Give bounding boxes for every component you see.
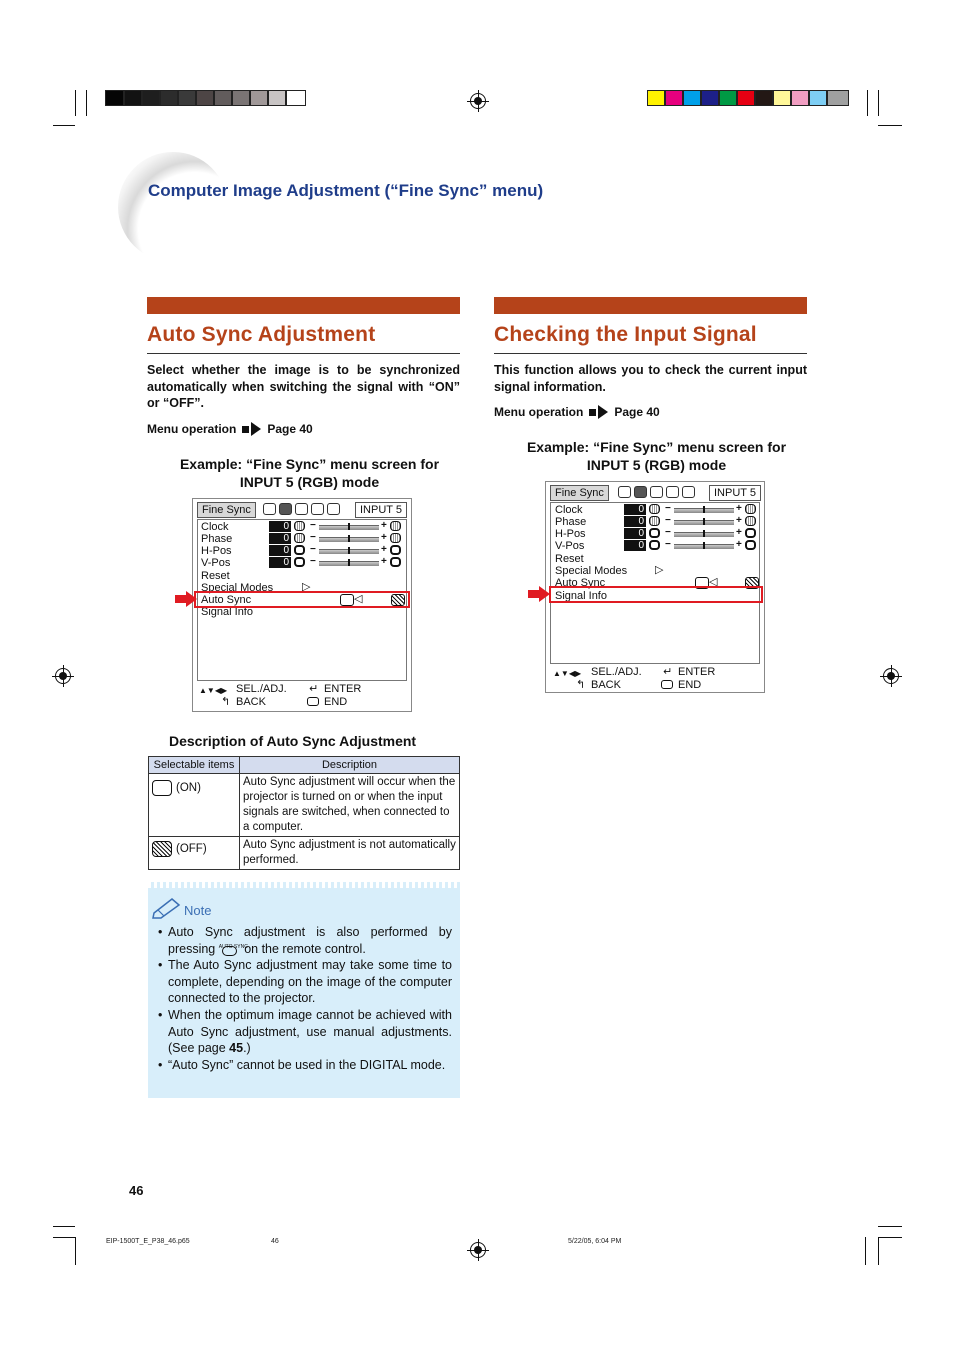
footer-end: END <box>678 679 702 691</box>
note-item: • The Auto Sync adjustment may take some time to complete, depending on the image of the computer connected to the projector. <box>158 957 452 1007</box>
fine-sync-menu-icon <box>634 486 647 498</box>
item-cell <box>149 774 240 837</box>
vpos-level-icon <box>390 557 401 567</box>
value-clock: 0 <box>624 504 646 515</box>
value-hpos: 0 <box>269 545 291 556</box>
example-caption: Example: “Fine Sync” menu screen for INPUT 5 (RGB) mode <box>179 456 440 490</box>
pointer-arrow-icon <box>175 591 197 607</box>
footer-back: BACK <box>591 679 621 691</box>
crop-mark <box>878 1237 902 1238</box>
row-signal-info: Signal Info <box>555 590 607 602</box>
crop-mark <box>878 125 902 126</box>
hpos-adjust-icon <box>294 545 305 555</box>
highlight-signal-info <box>549 586 763 603</box>
row-phase: Phase <box>201 533 233 545</box>
slider-thumb <box>703 530 705 537</box>
screen-tab-fine-sync: Fine Sync <box>550 485 609 501</box>
row-auto-sync: Auto Sync <box>555 577 606 589</box>
status-menu-icon <box>682 486 695 498</box>
row-vpos: V-Pos <box>555 540 585 552</box>
submenu-arrow-icon: ▷ <box>302 581 311 593</box>
row-phase: Phase <box>555 516 587 528</box>
slider-thumb <box>348 547 350 554</box>
plus-icon: + <box>736 539 742 550</box>
footer-sel: SEL./ADJ. <box>236 683 287 695</box>
footer-page: 46 <box>271 1238 279 1245</box>
item-off: (OFF) <box>176 843 207 856</box>
item-on: (ON) <box>176 782 201 795</box>
slider-thumb <box>348 523 350 530</box>
crop-mark <box>75 90 76 116</box>
vpos-adjust-icon <box>649 540 660 550</box>
note-edge-decoration <box>148 882 460 888</box>
registration-mark-icon <box>883 668 899 684</box>
page-number: 46 <box>129 1183 144 1198</box>
row-hpos: H-Pos <box>201 545 232 557</box>
pencil-icon <box>152 897 182 919</box>
phase-level-icon <box>390 533 401 543</box>
menu-operation-page: Page 40 <box>267 422 313 436</box>
row-vpos: V-Pos <box>201 557 231 569</box>
crop-mark <box>878 1226 902 1227</box>
minus-icon: − <box>310 544 316 555</box>
footer-end: END <box>324 696 348 708</box>
back-icon: ↰ <box>221 696 231 708</box>
footer-enter: ENTER <box>678 666 716 678</box>
screen-input-label: INPUT 5 <box>709 485 761 501</box>
menu-operation-label: Menu operation <box>494 405 584 419</box>
slider-thumb <box>703 506 705 513</box>
enter-icon: ↵ <box>309 683 319 695</box>
menu-operation-label: Menu operation <box>147 422 237 436</box>
picture-menu-icon <box>263 503 276 515</box>
section-intro: Select whether the image is to be synchronized automatically when switching the signal with “ON” or “OFF”. <box>147 363 460 410</box>
table-row <box>149 837 460 870</box>
registration-mark-icon <box>470 1242 486 1258</box>
clock-level-icon <box>745 504 756 514</box>
hpos-adjust-icon <box>649 528 660 538</box>
slider-thumb <box>703 542 705 549</box>
left-arrow-icon: ◁ <box>354 593 363 605</box>
row-clock: Clock <box>201 521 229 533</box>
description-table <box>148 756 460 870</box>
footer-sel: SEL./ADJ. <box>591 666 642 678</box>
crop-mark <box>867 90 868 116</box>
clock-level-icon <box>390 521 401 531</box>
note-list <box>158 924 452 1073</box>
registration-mark-icon <box>470 93 486 109</box>
value-clock: 0 <box>269 521 291 532</box>
description-title: Description of Auto Sync Adjustment <box>169 733 417 749</box>
row-reset: Reset <box>201 570 230 582</box>
hpos-level-icon <box>390 545 401 555</box>
desc-cell: Auto Sync adjustment is not automatically performed. <box>240 837 460 870</box>
section-title-input-signal: Checking the Input Signal <box>494 323 757 346</box>
plus-icon: + <box>381 532 387 543</box>
vpos-level-icon <box>745 540 756 550</box>
footer-date: 5/22/05, 6:04 PM <box>568 1238 622 1245</box>
plus-icon: + <box>381 556 387 567</box>
pointer-arrow-icon <box>528 586 550 602</box>
phase-adjust-icon <box>649 516 660 526</box>
hpos-level-icon <box>745 528 756 538</box>
arrow-right-icon <box>589 405 608 419</box>
header-arc-decoration <box>118 152 228 262</box>
crop-mark <box>75 1237 76 1265</box>
footer-enter: ENTER <box>324 683 362 695</box>
example-caption: Example: “Fine Sync” menu screen for INPUT 5 (RGB) mode <box>526 439 787 473</box>
note-title: Note <box>184 903 212 918</box>
screen-tab-fine-sync: Fine Sync <box>197 502 256 518</box>
row-reset: Reset <box>555 553 584 565</box>
vpos-adjust-icon <box>294 557 305 567</box>
value-phase: 0 <box>624 516 646 527</box>
slider-thumb <box>348 535 350 542</box>
menu-operation-page: Page 40 <box>614 405 660 419</box>
row-auto-sync: Auto Sync <box>201 594 252 606</box>
value-vpos: 0 <box>624 540 646 551</box>
autosync-button-icon: AUTO SYNC <box>219 942 241 957</box>
crop-mark <box>86 90 87 116</box>
row-hpos: H-Pos <box>555 528 586 540</box>
crop-mark <box>53 125 75 126</box>
value-hpos: 0 <box>624 528 646 539</box>
crop-mark <box>878 1237 879 1265</box>
crop-mark <box>878 90 879 116</box>
minus-icon: − <box>310 532 316 543</box>
end-icon <box>661 680 673 689</box>
autosync-off-icon <box>152 841 172 857</box>
col-header-items: Selectable items <box>149 757 240 774</box>
minus-icon: − <box>310 556 316 567</box>
status-menu-icon <box>327 503 340 515</box>
minus-icon: − <box>665 503 671 514</box>
section-rule <box>147 353 460 354</box>
row-signal-info: Signal Info <box>201 606 253 618</box>
value-vpos: 0 <box>269 557 291 568</box>
page-header-title: Computer Image Adjustment (“Fine Sync” menu) <box>148 181 544 200</box>
plus-icon: + <box>736 527 742 538</box>
table-row <box>149 774 460 837</box>
row-clock: Clock <box>555 504 583 516</box>
end-icon <box>307 697 319 706</box>
footer-file: EIP-1500T_E_P38_46.p65 <box>106 1238 190 1245</box>
row-special-modes: Special Modes <box>201 582 274 594</box>
language-menu-icon <box>311 503 324 515</box>
section-title-auto-sync: Auto Sync Adjustment <box>147 323 376 346</box>
arrow-right-icon <box>242 422 261 436</box>
minus-icon: − <box>665 515 671 526</box>
clock-adjust-icon <box>649 504 660 514</box>
clock-adjust-icon <box>294 521 305 531</box>
options-menu-icon <box>650 486 663 498</box>
slider-thumb <box>703 518 705 525</box>
plus-icon: + <box>381 520 387 531</box>
section-intro: This function allows you to check the current input signal information. <box>494 363 807 394</box>
note-item: • When the optimum image cannot be achieved with Auto Sync adjustment, use manual adjustments. (See page 45.) <box>158 1007 452 1057</box>
minus-icon: − <box>665 527 671 538</box>
fine-sync-menu-icon <box>279 503 292 515</box>
minus-icon: − <box>665 539 671 550</box>
col-header-desc: Description <box>240 757 460 774</box>
note-item: • “Auto Sync” cannot be used in the DIGITAL mode. <box>158 1057 452 1074</box>
enter-icon: ↵ <box>663 666 673 678</box>
nav-arrows-icon: ▲▼◀▶ <box>553 669 582 678</box>
back-icon: ↰ <box>576 679 586 691</box>
crop-mark <box>53 1237 75 1238</box>
screen-input-label: INPUT 5 <box>355 502 407 518</box>
language-menu-icon <box>666 486 679 498</box>
item-cell <box>149 837 240 870</box>
menu-operation <box>147 422 313 436</box>
section-rule <box>494 353 807 354</box>
picture-menu-icon <box>618 486 631 498</box>
minus-icon: − <box>310 520 316 531</box>
row-special-modes: Special Modes <box>555 565 628 577</box>
plus-icon: + <box>381 544 387 555</box>
section-bar <box>494 297 807 314</box>
phase-level-icon <box>745 516 756 526</box>
crop-mark <box>53 1226 75 1227</box>
phase-adjust-icon <box>294 533 305 543</box>
value-phase: 0 <box>269 533 291 544</box>
left-arrow-icon: ◁ <box>709 576 718 588</box>
section-bar <box>147 297 460 314</box>
submenu-arrow-icon: ▷ <box>655 564 664 576</box>
crop-mark <box>865 1237 866 1265</box>
registration-mark-icon <box>55 668 71 684</box>
slider-thumb <box>348 559 350 566</box>
note-item: • Auto Sync adjustment is also performed by pressing AUTO SYNC on the remote control. <box>158 924 452 957</box>
footer-back: BACK <box>236 696 266 708</box>
nav-arrows-icon: ▲▼◀▶ <box>199 686 228 695</box>
menu-operation <box>494 405 660 419</box>
desc-cell: Auto Sync adjustment will occur when the projector is turned on or when the input signals are switched, when connected to a computer. <box>240 774 460 837</box>
plus-icon: + <box>736 503 742 514</box>
autosync-on-icon <box>152 780 172 796</box>
plus-icon: + <box>736 515 742 526</box>
options-menu-icon <box>295 503 308 515</box>
highlight-auto-sync <box>194 591 410 608</box>
